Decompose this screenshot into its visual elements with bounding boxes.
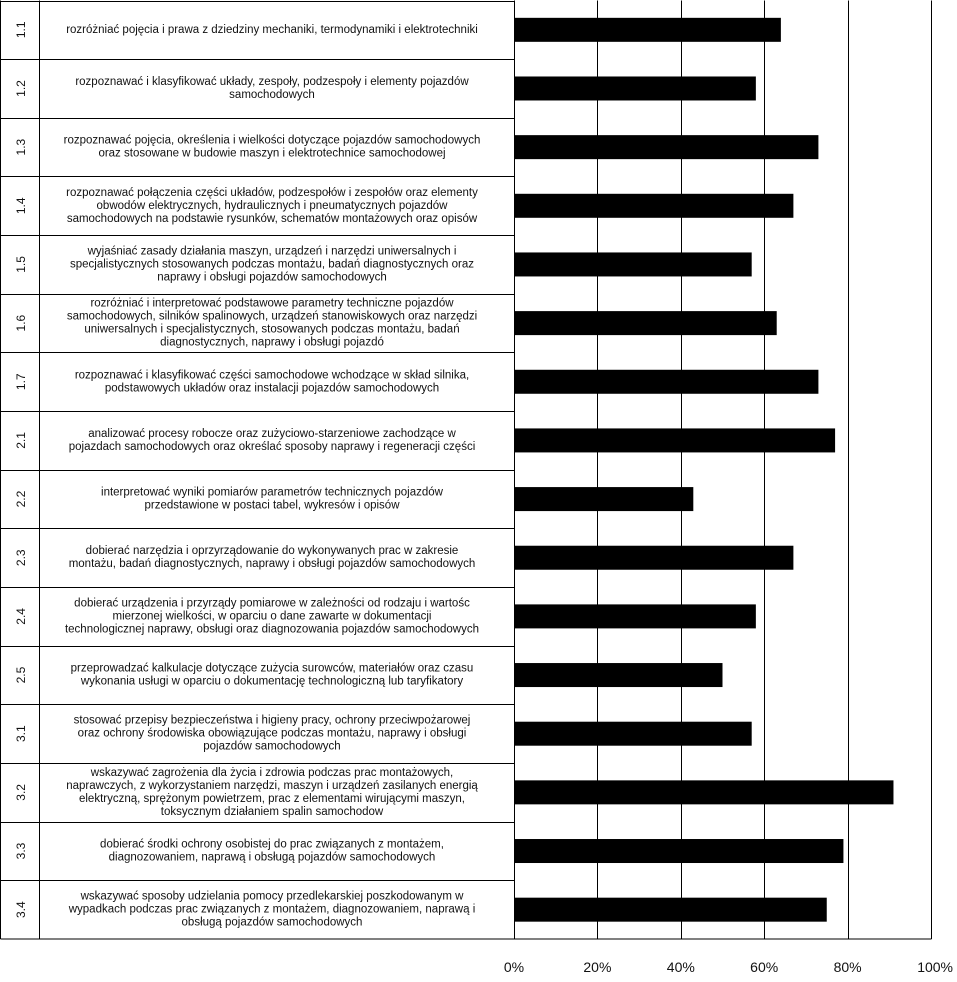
category-label: wskazywać zagrożenia dla życia i zdrowia podczas prac montażowych, bbox=[90, 766, 454, 779]
category-label: dobierać urządzenia i przyrządy pomiarowe w zależności od rodzaju i wartośc bbox=[74, 597, 470, 610]
category-label: podstawowych układów oraz instalacji pojazdów samochodowych bbox=[104, 382, 440, 395]
x-axis-tick-labels bbox=[504, 959, 953, 975]
category-code: 1.5 bbox=[14, 256, 28, 273]
category-label: samochodowych na podstawie rysunków, schematów montażowych oraz opisów bbox=[66, 212, 478, 225]
category-label: dobierać środki ochrony osobistej do prac związanych z montażem, bbox=[100, 838, 444, 851]
category-code: 1.7 bbox=[14, 373, 28, 391]
category-label: diagnostycznych, naprawy i obsługi pojazdó bbox=[160, 336, 384, 349]
bar bbox=[514, 898, 827, 922]
category-label: specjalistycznych stosowanych podczas montażu, badań diagnostycznych oraz bbox=[70, 258, 474, 271]
bar bbox=[514, 780, 893, 804]
category-label: obsługą pojazdów samochodowych bbox=[181, 916, 363, 929]
bar bbox=[514, 76, 756, 100]
bar bbox=[514, 663, 723, 687]
bar bbox=[514, 487, 693, 511]
category-code: 2.4 bbox=[14, 608, 28, 625]
category-label: diagnozowaniem, naprawą i obsługą pojazdów samochodowych bbox=[108, 851, 436, 864]
category-code: 2.3 bbox=[14, 549, 28, 567]
category-code: 1.6 bbox=[14, 314, 28, 332]
category-code: 2.2 bbox=[14, 490, 28, 508]
category-label: uniwersalnych i specjalistycznych, stosowanych podczas montażu, badań bbox=[84, 323, 460, 336]
x-tick-label: 80% bbox=[833, 959, 862, 975]
category-label: rozpoznawać i klasyfikować układy, zespoły, podzespoły i elementy pojazdów bbox=[75, 75, 469, 88]
category-code: 1.2 bbox=[14, 80, 28, 97]
x-tick-label: 0% bbox=[503, 959, 525, 975]
category-label: montażu, badań diagnostycznych, naprawy i obsługi pojazdów samochodowych bbox=[68, 558, 476, 571]
bar bbox=[514, 428, 835, 452]
bars bbox=[514, 18, 893, 922]
category-code: 1.4 bbox=[14, 197, 28, 215]
category-code: 2.5 bbox=[14, 666, 28, 684]
category-code: 3.4 bbox=[14, 901, 28, 919]
category-label: naprawy i obsługi pojazdów samochodowych bbox=[157, 271, 387, 284]
category-code: 3.2 bbox=[14, 784, 28, 801]
bar bbox=[514, 252, 752, 276]
category-label: dobierać narzędzia i oprzyrządowanie do wykonywanych prac w zakresie bbox=[85, 545, 459, 558]
category-label: wykonania usługi w oparciu o dokumentację technologiczną lub taryfikatory bbox=[80, 675, 464, 688]
category-label: rozróżniać i interpretować podstawowe parametry techniczne pojazdów bbox=[90, 297, 454, 310]
category-label: technologicznej naprawy, obsługi oraz diagnozowania pojazdów samochodowych bbox=[64, 623, 480, 636]
bar bbox=[514, 135, 818, 159]
category-code: 1.3 bbox=[14, 138, 28, 156]
category-label: rozpoznawać połączenia części układów, podzespołów i zespołów oraz elementy bbox=[66, 186, 478, 199]
category-label: mierzonej wielkości, w oparciu o dane zawarte w dokumentacji bbox=[112, 610, 432, 623]
bar bbox=[514, 546, 793, 570]
category-label: pojazdów samochodowych bbox=[203, 740, 341, 753]
category-label: rozpoznawać pojęcia, określenia i wielkości dotyczące pojazdów samochodowych bbox=[63, 134, 481, 147]
category-label: analizować procesy robocze oraz zużyciowo-starzeniowe zachodzące w bbox=[88, 427, 456, 440]
category-label: obwodów elektrycznych, hydraulicznych i pneumatycznych pojazdów bbox=[96, 199, 448, 212]
category-label: rozróżniać pojęcia i prawa z dziedziny mechaniki, termodynamiki i elektrotechniki bbox=[66, 23, 478, 36]
category-code: 3.1 bbox=[14, 725, 28, 743]
category-label: wskazywać sposoby udzielania pomocy przedlekarskiej poszkodowanym w bbox=[80, 890, 464, 903]
category-label: samochodowych, silników spalinowych, urządzeń stanowiskowych oraz narzędzi bbox=[66, 310, 478, 323]
category-label: pojazdach samochodowych oraz określać sposoby naprawy i regeneracji części bbox=[68, 440, 476, 453]
category-label: oraz stosowane w budowie maszyn i elektrotechnice samochodowej bbox=[98, 147, 446, 160]
bar bbox=[514, 839, 843, 863]
bar bbox=[514, 604, 756, 628]
category-code: 3.3 bbox=[14, 842, 28, 860]
bar bbox=[514, 311, 777, 335]
bar bbox=[514, 194, 793, 218]
x-tick-label: 20% bbox=[583, 959, 612, 975]
bar bbox=[514, 370, 818, 394]
category-label: przeprowadzać kalkulacje dotyczące zużycia surowców, materiałów oraz czasu bbox=[70, 662, 474, 675]
bar bbox=[514, 18, 781, 42]
x-tick-label: 60% bbox=[750, 959, 779, 975]
x-tick-label: 100% bbox=[917, 959, 953, 975]
category-label: wyjaśniać zasady działania maszyn, urządzeń i narzędzi uniwersalnych i bbox=[87, 245, 457, 258]
category-labels bbox=[14, 21, 480, 929]
bar bbox=[514, 722, 752, 746]
category-label: stosować przepisy bezpieczeństwa i higieny pracy, ochrony przeciwpożarowej bbox=[73, 714, 471, 727]
category-label: naprawczych, z wykorzystaniem narzędzi, maszyn i urządzeń zasilanych energią bbox=[66, 779, 478, 792]
x-tick-label: 40% bbox=[666, 959, 695, 975]
category-label: toksycznym działaniem spalin samochodow bbox=[160, 805, 384, 818]
category-label: elektryczną, sprężonym powietrzem, prac z elementami wirującymi maszyn, bbox=[78, 792, 466, 805]
category-code: 2.1 bbox=[14, 432, 28, 449]
category-label: wypadkach podczas prac związanych z montażem, diagnozowaniem, naprawą i bbox=[68, 903, 476, 916]
category-label: oraz ochrony środowiska obowiązujące podczas montażu, naprawy i obsługi bbox=[77, 727, 467, 740]
category-label: przedstawione w postaci tabel, wykresów i opisów bbox=[144, 499, 400, 512]
category-label: samochodowych bbox=[229, 88, 315, 101]
category-label: interpretować wyniki pomiarów parametrów technicznych pojazdów bbox=[101, 486, 443, 499]
category-label: rozpoznawać i klasyfikować części samochodowe wchodzące w skład silnika, bbox=[74, 369, 470, 382]
category-code: 1.1 bbox=[14, 21, 28, 39]
